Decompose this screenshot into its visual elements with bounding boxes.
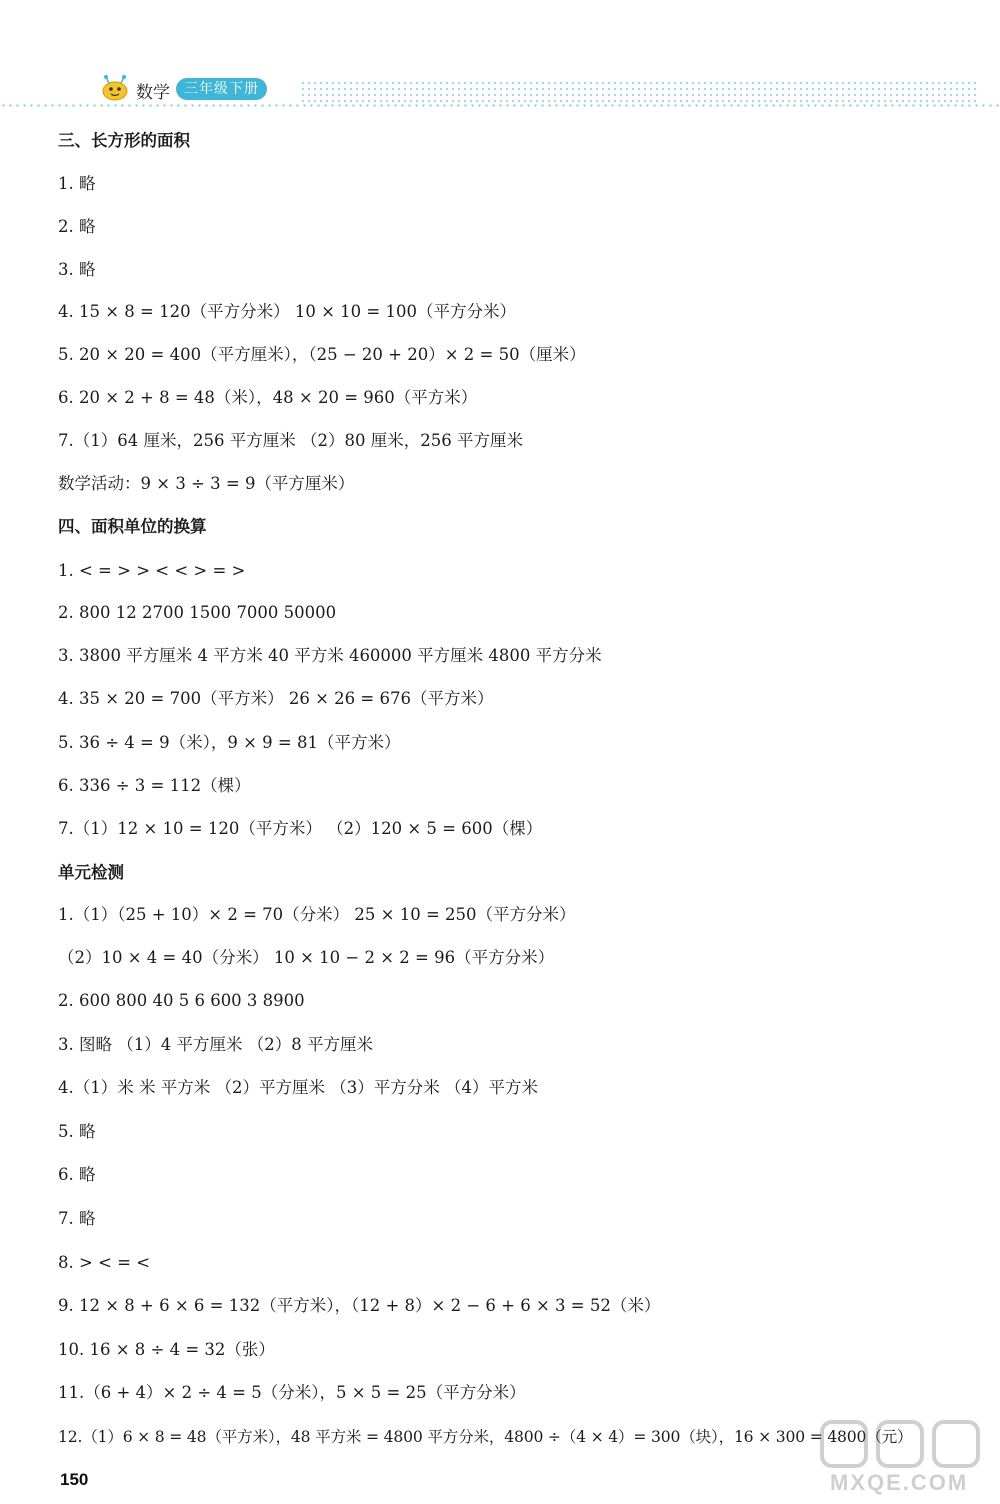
answer-line: 4. 35 × 20 = 700（平方米） 26 × 26 = 676（平方米） [58, 689, 494, 708]
answer-line: 3. 3800 平方厘米 4 平方米 40 平方米 460000 平方厘米 4800 平方分米 [58, 646, 602, 665]
section-heading: 单元检测 [58, 863, 124, 882]
answer-line: 6. 20 × 2 + 8 = 48（米），48 × 20 = 960（平方米） [58, 388, 478, 407]
answer-line: 3. 图略 （1）4 平方厘米 （2）8 平方厘米 [58, 1035, 373, 1054]
answer-line: 8. > < = < [58, 1253, 151, 1272]
answer-line: 5. 略 [58, 1122, 96, 1141]
answer-line: 1. 略 [58, 174, 96, 193]
answer-line: 7.（1）12 × 10 = 120（平方米） （2）120 × 5 = 600（棵） [58, 819, 543, 838]
answer-line: 2. 800 12 2700 1500 7000 50000 [58, 603, 337, 622]
answer-line: 4. 15 × 8 = 120（平方分米） 10 × 10 = 100（平方分米） [58, 302, 516, 321]
section-heading: 三、长方形的面积 [58, 131, 190, 150]
answer-line: 1.（1）（25 + 10）× 2 = 70（分米） 25 × 10 = 250（平方分米） [58, 905, 576, 924]
answer-line: （2）10 × 4 = 40（分米） 10 × 10 − 2 × 2 = 96（平方分米） [58, 948, 555, 967]
header-decoration-band [300, 80, 980, 104]
watermark-logo-icon [818, 1416, 990, 1472]
grade-badge: 三年级下册 [176, 78, 267, 100]
section-heading: 四、面积单位的换算 [58, 517, 207, 536]
answer-line: 6. 略 [58, 1165, 96, 1184]
answer-line: 12.（1）6 × 8 = 48（平方米），48 平方米 = 4800 平方分米，4800 ÷（4 × 4）= 300（块），16 × 300 = 4800（元） [58, 1428, 913, 1446]
answer-line: 10. 16 × 8 ÷ 4 = 32（张） [58, 1340, 275, 1359]
header-dotted-line [0, 104, 1000, 107]
watermark [818, 1416, 990, 1500]
page-number: 150 [60, 1470, 89, 1489]
answer-line: 11.（6 + 4）× 2 ÷ 4 = 5（分米），5 × 5 = 25（平方分米） [58, 1383, 526, 1402]
answer-line: 1. < = > > < < > = > [58, 561, 246, 580]
answer-line: 5. 36 ÷ 4 = 9（米），9 × 9 = 81（平方米） [58, 733, 401, 752]
watermark-text: MXQE.COM [830, 1470, 969, 1495]
answer-line: 2. 600 800 40 5 6 600 3 8900 [58, 991, 305, 1010]
answer-line: 9. 12 × 8 + 6 × 6 = 132（平方米），（12 + 8）× 2 − 6 + 6 × 3 = 52（米） [58, 1296, 661, 1315]
answer-line: 2. 略 [58, 217, 96, 236]
answer-line: 数学活动：9 × 3 ÷ 3 = 9（平方厘米） [58, 474, 355, 493]
answer-line: 7.（1）64 厘米，256 平方厘米 （2）80 厘米，256 平方厘米 [58, 431, 523, 450]
answer-line: 4.（1）米 米 平方米 （2）平方厘米 （3）平方分米 （4）平方米 [58, 1078, 538, 1097]
answer-line: 5. 20 × 20 = 400（平方厘米），（25 − 20 + 20）× 2 = 50（厘米） [58, 345, 586, 364]
page-header [0, 72, 1000, 112]
subject-label: 数学 [136, 83, 170, 103]
answer-line: 6. 336 ÷ 3 = 112（棵） [58, 776, 251, 795]
answer-line: 7. 略 [58, 1209, 96, 1228]
answer-line: 3. 略 [58, 260, 96, 279]
mascot-icon [100, 74, 130, 102]
